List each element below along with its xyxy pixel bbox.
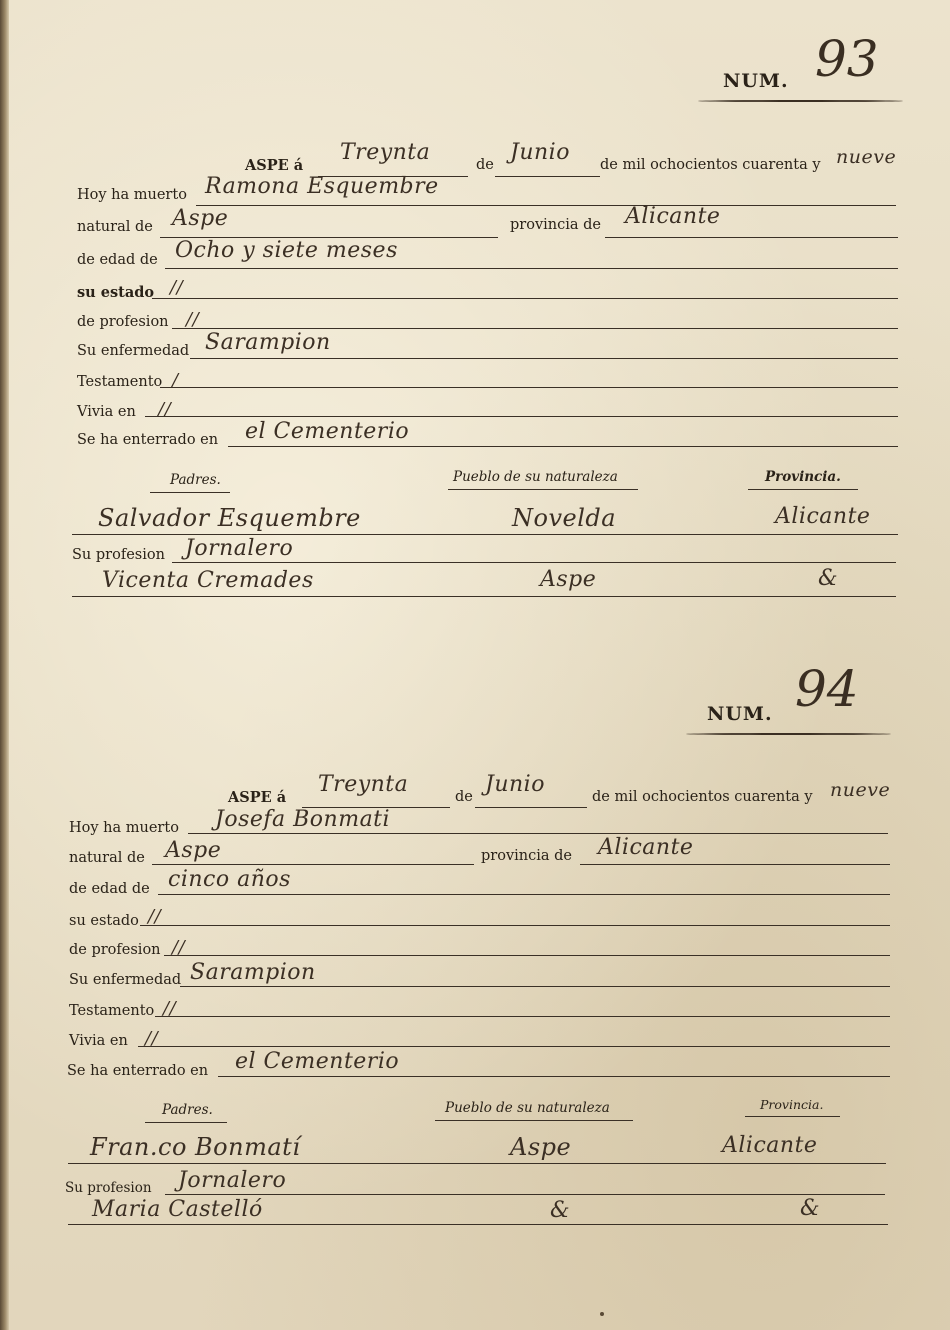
mother-name: Vicenta Cremades [102, 568, 314, 593]
province-label: provincia de [481, 848, 572, 864]
day-value: Treynta [340, 140, 431, 165]
illness-value: Sarampion [190, 960, 316, 985]
parents-header-rule [150, 492, 230, 493]
marital-label: su estado [77, 284, 155, 301]
father-line [72, 534, 898, 535]
illness-value: Sarampion [205, 330, 331, 355]
province-col-rule [745, 1116, 840, 1117]
month-value: Junio [510, 140, 570, 165]
residence-value: // [158, 399, 172, 420]
illness-line [190, 358, 898, 359]
father-hometown: Aspe [510, 1133, 572, 1161]
deceased-name: Ramona Esquembre [205, 174, 439, 199]
burial-line [218, 1076, 890, 1077]
burial-label: Se ha enterrado en [67, 1063, 209, 1079]
father-profession-value: Jornalero [178, 1168, 287, 1193]
marital-line [140, 925, 890, 926]
deceased-line [188, 833, 888, 834]
natural-label: natural de [77, 219, 153, 235]
month-value: Junio [485, 772, 545, 797]
parents-header: Padres. [170, 472, 221, 488]
province-line [580, 864, 890, 865]
burial-line [228, 446, 898, 447]
mother-province: & [818, 566, 839, 591]
father-province: Alicante [722, 1133, 818, 1158]
year-value: nueve [836, 146, 897, 168]
illness-label: Su enfermedad [77, 343, 190, 359]
father-hometown: Novelda [512, 504, 617, 532]
father-line [68, 1163, 886, 1164]
residence-line [138, 1046, 890, 1047]
de-label: de [455, 789, 473, 805]
paper-speck [600, 1312, 604, 1316]
natural-label: natural de [69, 850, 145, 866]
province-col-header: Provincia. [765, 469, 841, 485]
profession-line [172, 328, 898, 329]
deceased-line [196, 205, 896, 206]
parents-header-rule [145, 1122, 227, 1123]
testament-value: / [172, 370, 179, 391]
father-name: Salvador Esquembre [98, 504, 361, 532]
burial-label: Se ha enterrado en [77, 432, 219, 448]
deceased-label: Hoy ha muerto [77, 187, 187, 203]
province-line [605, 237, 898, 238]
num-rule [686, 733, 891, 735]
father-name: Fran.co Bonmatí [90, 1133, 301, 1161]
age-label: de edad de [77, 252, 158, 268]
burial-value: el Cementerio [245, 419, 410, 444]
num-rule [698, 100, 903, 102]
month-underline [475, 807, 587, 808]
age-value: Ocho y siete meses [175, 238, 398, 263]
year-text-label: de mil ochocientos cuarenta y [592, 789, 813, 805]
profession-label: de profesion [69, 942, 161, 958]
mother-line [68, 1224, 888, 1225]
profession-line [164, 955, 890, 956]
province-value: Alicante [598, 835, 694, 860]
hometown-header: Pueblo de su naturaleza [453, 469, 618, 485]
illness-line [180, 986, 890, 987]
marital-label: su estado [69, 913, 139, 929]
testament-line [155, 1016, 890, 1017]
illness-label: Su enfermedad [69, 972, 182, 988]
hometown-header-rule [435, 1120, 633, 1121]
profession-value: // [186, 309, 200, 330]
testament-line [160, 387, 898, 388]
father-profession-value: Jornalero [185, 536, 294, 561]
testament-label: Testamento [69, 1003, 155, 1019]
deceased-label: Hoy ha muerto [69, 820, 179, 836]
record-number: 94 [795, 660, 859, 718]
residence-value: // [145, 1028, 159, 1049]
year-text-label: de mil ochocientos cuarenta y [600, 157, 821, 173]
num-label: NUM. [707, 703, 773, 725]
age-value: cinco años [168, 867, 291, 892]
testament-label: Testamento [77, 374, 163, 390]
age-line [165, 268, 898, 269]
marital-value: // [148, 906, 162, 927]
residence-label: Vivia en [77, 404, 136, 420]
deceased-name: Josefa Bonmati [215, 807, 391, 832]
year-value: nueve [830, 779, 891, 801]
marital-line [152, 298, 898, 299]
province-value: Alicante [625, 204, 721, 229]
province-label: provincia de [510, 217, 601, 233]
day-value: Treynta [318, 772, 409, 797]
province-col-header: Provincia. [760, 1097, 824, 1112]
residence-label: Vivia en [69, 1033, 128, 1049]
hometown-header-rule [448, 489, 638, 490]
de-label: de [476, 157, 494, 173]
hometown-header: Pueblo de su naturaleza [445, 1100, 610, 1116]
profession-label: de profesion [77, 314, 169, 330]
mother-name: Maria Castelló [92, 1197, 263, 1222]
natural-value: Aspe [165, 838, 222, 863]
mother-province: & [800, 1196, 821, 1221]
father-profession-line [172, 562, 896, 563]
num-label: NUM. [723, 70, 789, 92]
testament-value: // [163, 998, 177, 1019]
burial-value: el Cementerio [235, 1049, 400, 1074]
father-province: Alicante [775, 504, 871, 529]
profession-value: // [172, 937, 186, 958]
page-binding [0, 0, 9, 1330]
mother-hometown: Aspe [540, 567, 597, 592]
father-profession-label: Su profesion [72, 547, 165, 563]
natural-line [152, 864, 474, 865]
residence-line [145, 416, 898, 417]
father-profession-label: Su profesion [65, 1180, 152, 1196]
aspe-label: ASPE á [228, 789, 287, 806]
province-col-rule [748, 489, 858, 490]
father-profession-line [165, 1194, 885, 1195]
marital-value: // [170, 277, 184, 298]
aspe-label: ASPE á [245, 157, 304, 174]
record-number: 93 [815, 30, 879, 88]
age-label: de edad de [69, 881, 150, 897]
month-underline [495, 176, 600, 177]
parents-header: Padres. [162, 1102, 213, 1118]
mother-hometown: & [550, 1198, 571, 1223]
age-line [158, 894, 890, 895]
natural-value: Aspe [172, 206, 229, 231]
mother-line [72, 596, 896, 597]
